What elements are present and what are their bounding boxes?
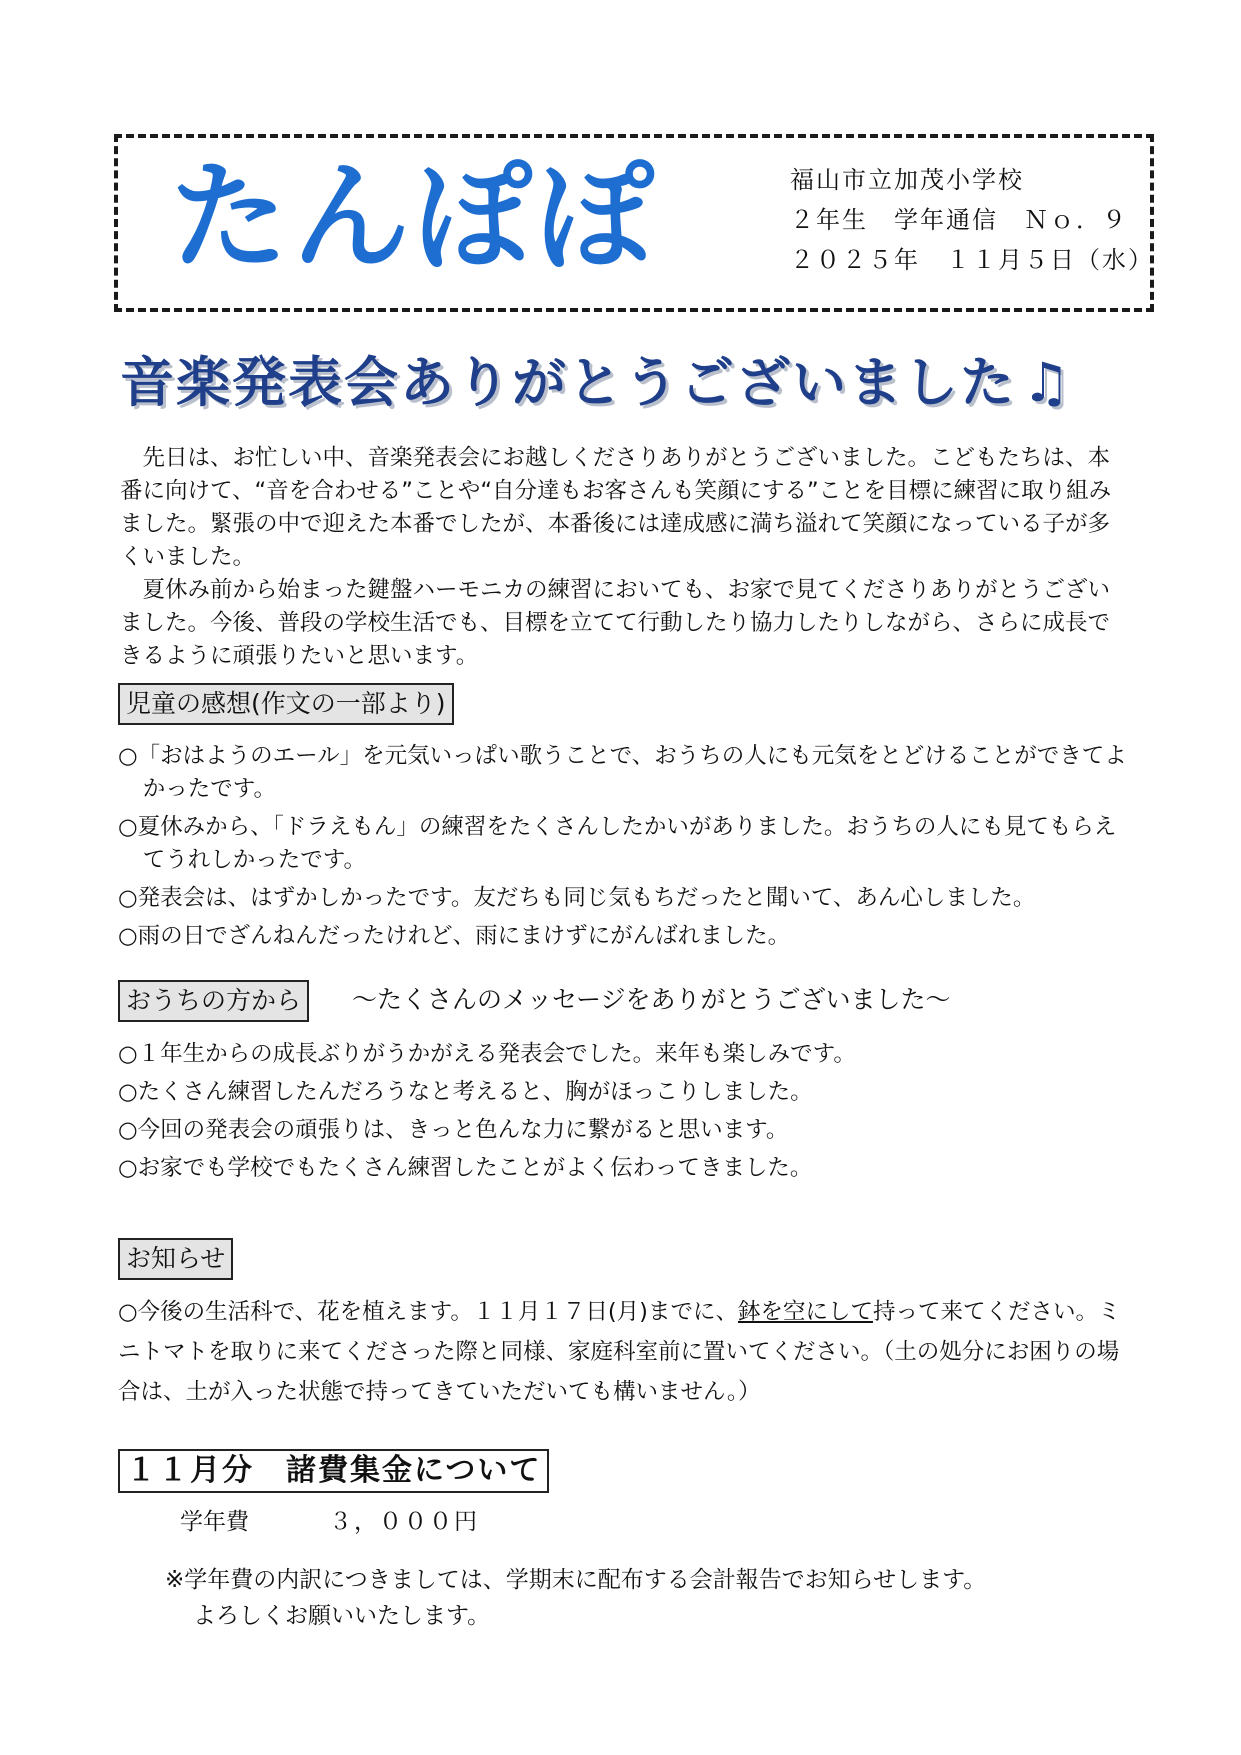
notice-emphasis: 鉢を空にして (737, 1299, 873, 1325)
issue-date: ２０２５年 １１月５日（水） (790, 246, 1154, 274)
notice-text-end: 持って来てください。ミニトマトを取りに来てくださった際と同様、家庭科室前に置いてください。（土の処分にお困りの場合は、土が入った状態で持ってきていただいても構いません。） (118, 1299, 1121, 1405)
fee-row (180, 1502, 479, 1542)
list-item: ○たくさん練習したんだろうなと考えると、胸がほっこりしました。 (118, 1079, 813, 1105)
music-note-icon: ♫ (1022, 351, 1073, 414)
notice-section-label: お知らせ (118, 1238, 233, 1280)
family-comments-list (118, 1038, 1138, 1190)
list-item: ○お家でも学校でもたくさん練習したことがよく伝わってきました。 (118, 1155, 813, 1181)
newsletter-header-box (114, 134, 1154, 312)
list-item: ○発表会は、はずかしかったです。友だちも同じ気もちだったと聞いて、あん心しました。 (118, 885, 1036, 911)
masthead-title: たんぽぽ (170, 148, 659, 286)
school-name: 福山市立加茂小学校 (790, 166, 1024, 194)
list-item: ○雨の日でざんねんだったけれど、雨にまけずにがんばれました。 (118, 923, 791, 949)
fee-amount: ３，０００円 (329, 1509, 479, 1535)
school-info (790, 160, 1154, 280)
list-item: ○今回の発表会の頑張りは、きっと色んな力に繋がると思います。 (118, 1117, 789, 1143)
fee-note-line-1: ※学年費の内訳につきましては、学期末に配布する会計報告でお知らせします。 (165, 1567, 987, 1593)
main-title-text: 音楽発表会ありがとうございました (120, 351, 1016, 414)
notice-text (118, 1292, 1138, 1412)
list-item: ○１年生からの成長ぶりがうかがえる発表会でした。来年も楽しみです。 (118, 1041, 856, 1067)
fee-note-line-2: よろしくお願いいたします。 (193, 1603, 491, 1629)
fee-note (165, 1562, 986, 1634)
main-title (120, 340, 1150, 417)
fee-label: 学年費 (180, 1509, 249, 1535)
children-comments-list (118, 740, 1138, 958)
list-item: ○夏休みから、「ドラえもん」の練習をたくさんしたかいがありました。おうちの人にも見てもらえてうれしかったです。 (118, 814, 1117, 873)
intro-paragraph-1: 先日は、お忙しい中、音楽発表会にお越しくださりありがとうございました。こどもたちは、本番に向けて、“音を合わせる”ことや“自分達もお客さんも笑顔にする”ことを目標に練習に取り組みました。緊張の中で迎えた本番でしたが、本番後には達成感に満ち溢れて笑顔になっている子が多くいました。 (120, 445, 1112, 570)
issue-number: ２年生 学年通信 Ｎｏ．９ (790, 206, 1128, 234)
children-section-label: 児童の感想(作文の一部より) (118, 683, 454, 725)
list-item: ○「おはようのエール」を元気いっぱい歌うことで、おうちの人にも元気をとどけることができてよかったです。 (118, 743, 1127, 802)
intro-paragraph-2: 夏休み前から始まった鍵盤ハーモニカの練習においても、お家で見てくださりありがとうございました。今後、普段の学校生活でも、目標を立てて行動したり協力したりしながら、さらに成長できるように頑張りたいと思います。 (120, 577, 1111, 669)
notice-text-start: ○今後の生活科で、花を植えます。１１月１７日(月)までに、 (118, 1299, 738, 1325)
family-section-label: おうちの方から (118, 980, 309, 1022)
fee-section-heading: １１月分 諸費集金について (118, 1449, 549, 1493)
family-section-subtitle: ～たくさんのメッセージをありがとうございました～ (352, 985, 951, 1014)
intro-text (120, 442, 1130, 673)
